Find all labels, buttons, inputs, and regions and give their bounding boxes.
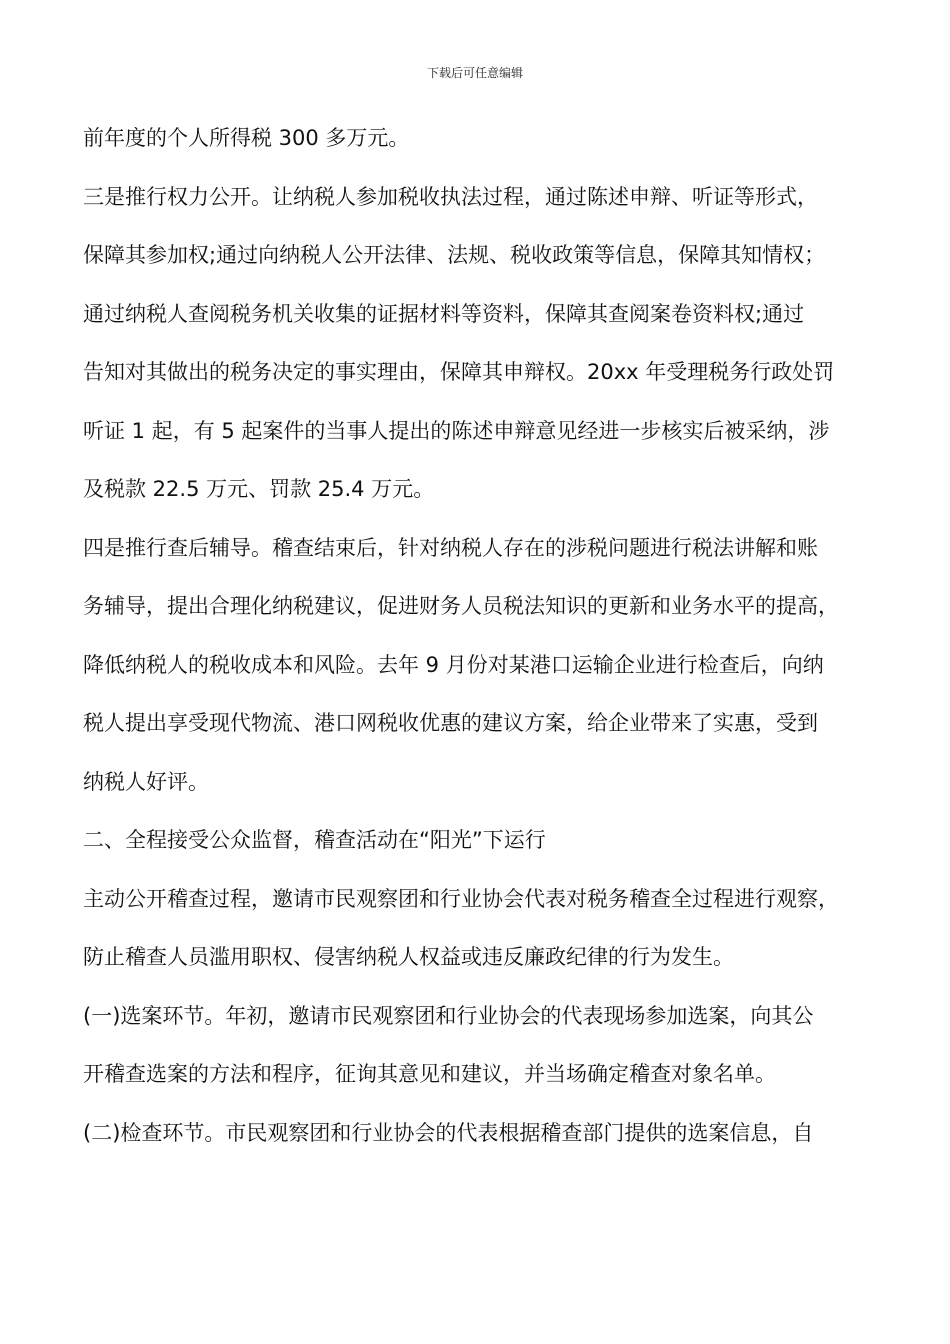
text-line: 及税款 22.5 万元、罚款 25.4 万元。 xyxy=(83,477,435,501)
text-line: 纳税人好评。 xyxy=(83,769,209,794)
text-line: 通过纳税人查阅税务机关收集的证据材料等资料，保障其查阅案卷资料权;通过 xyxy=(83,301,805,326)
text-line: 主动公开稽查过程，邀请市民观察团和行业协会代表对税务稽查全过程进行观察， xyxy=(83,886,839,911)
text-line: 听证 1 起，有 5 起案件的当事人提出的陈述申辩意见经进一步核实后被采纳，涉 xyxy=(83,418,830,443)
text-line: 保障其参加权;通过向纳税人公开法律、法规、税收政策等信息，保障其知情权； xyxy=(83,243,826,267)
text-line: 前年度的个人所得税 300 多万元。 xyxy=(83,126,410,150)
text-line: 务辅导，提出合理化纳税建议，促进财务人员税法知识的更新和业务水平的提高， xyxy=(83,594,839,618)
text-line: 三是推行权力公开。让纳税人参加税收执法过程，通过陈述申辩、听证等形式， xyxy=(83,184,818,209)
text-line: (一)选案环节。年初，邀请市民观察团和行业协会的代表现场参加选案，向其公 xyxy=(83,1003,814,1028)
text-line: 开稽查选案的方法和程序，征询其意见和建议，并当场确定稽查对象名单。 xyxy=(83,1062,776,1086)
text-line: 四是推行查后辅导。稽查结束后，针对纳税人存在的涉税问题进行税法讲解和账 xyxy=(83,535,818,560)
section-heading: 二、全程接受公众监督，稽查活动在“阳光”下运行 xyxy=(83,828,546,852)
text-line: 防止稽查人员滥用职权、侵害纳税人权益或违反廉政纪律的行为发生。 xyxy=(83,945,734,969)
document-body xyxy=(83,120,883,1173)
text-line: 税人提出享受现代物流、港口网税收优惠的建议方案，给企业带来了实惠，受到 xyxy=(83,711,818,735)
page-header: 下载后可任意编辑 xyxy=(426,66,523,80)
text-line: 告知对其做出的税务决定的事实理由，保障其申辩权。20xx 年受理税务行政处罚 xyxy=(83,360,835,384)
text-line: 降低纳税人的税收成本和风险。去年 9 月份对某港口运输企业进行检查后，向纳 xyxy=(83,652,824,677)
text-line: (二)检查环节。市民观察团和行业协会的代表根据稽查部门提供的选案信息，自 xyxy=(83,1120,814,1145)
